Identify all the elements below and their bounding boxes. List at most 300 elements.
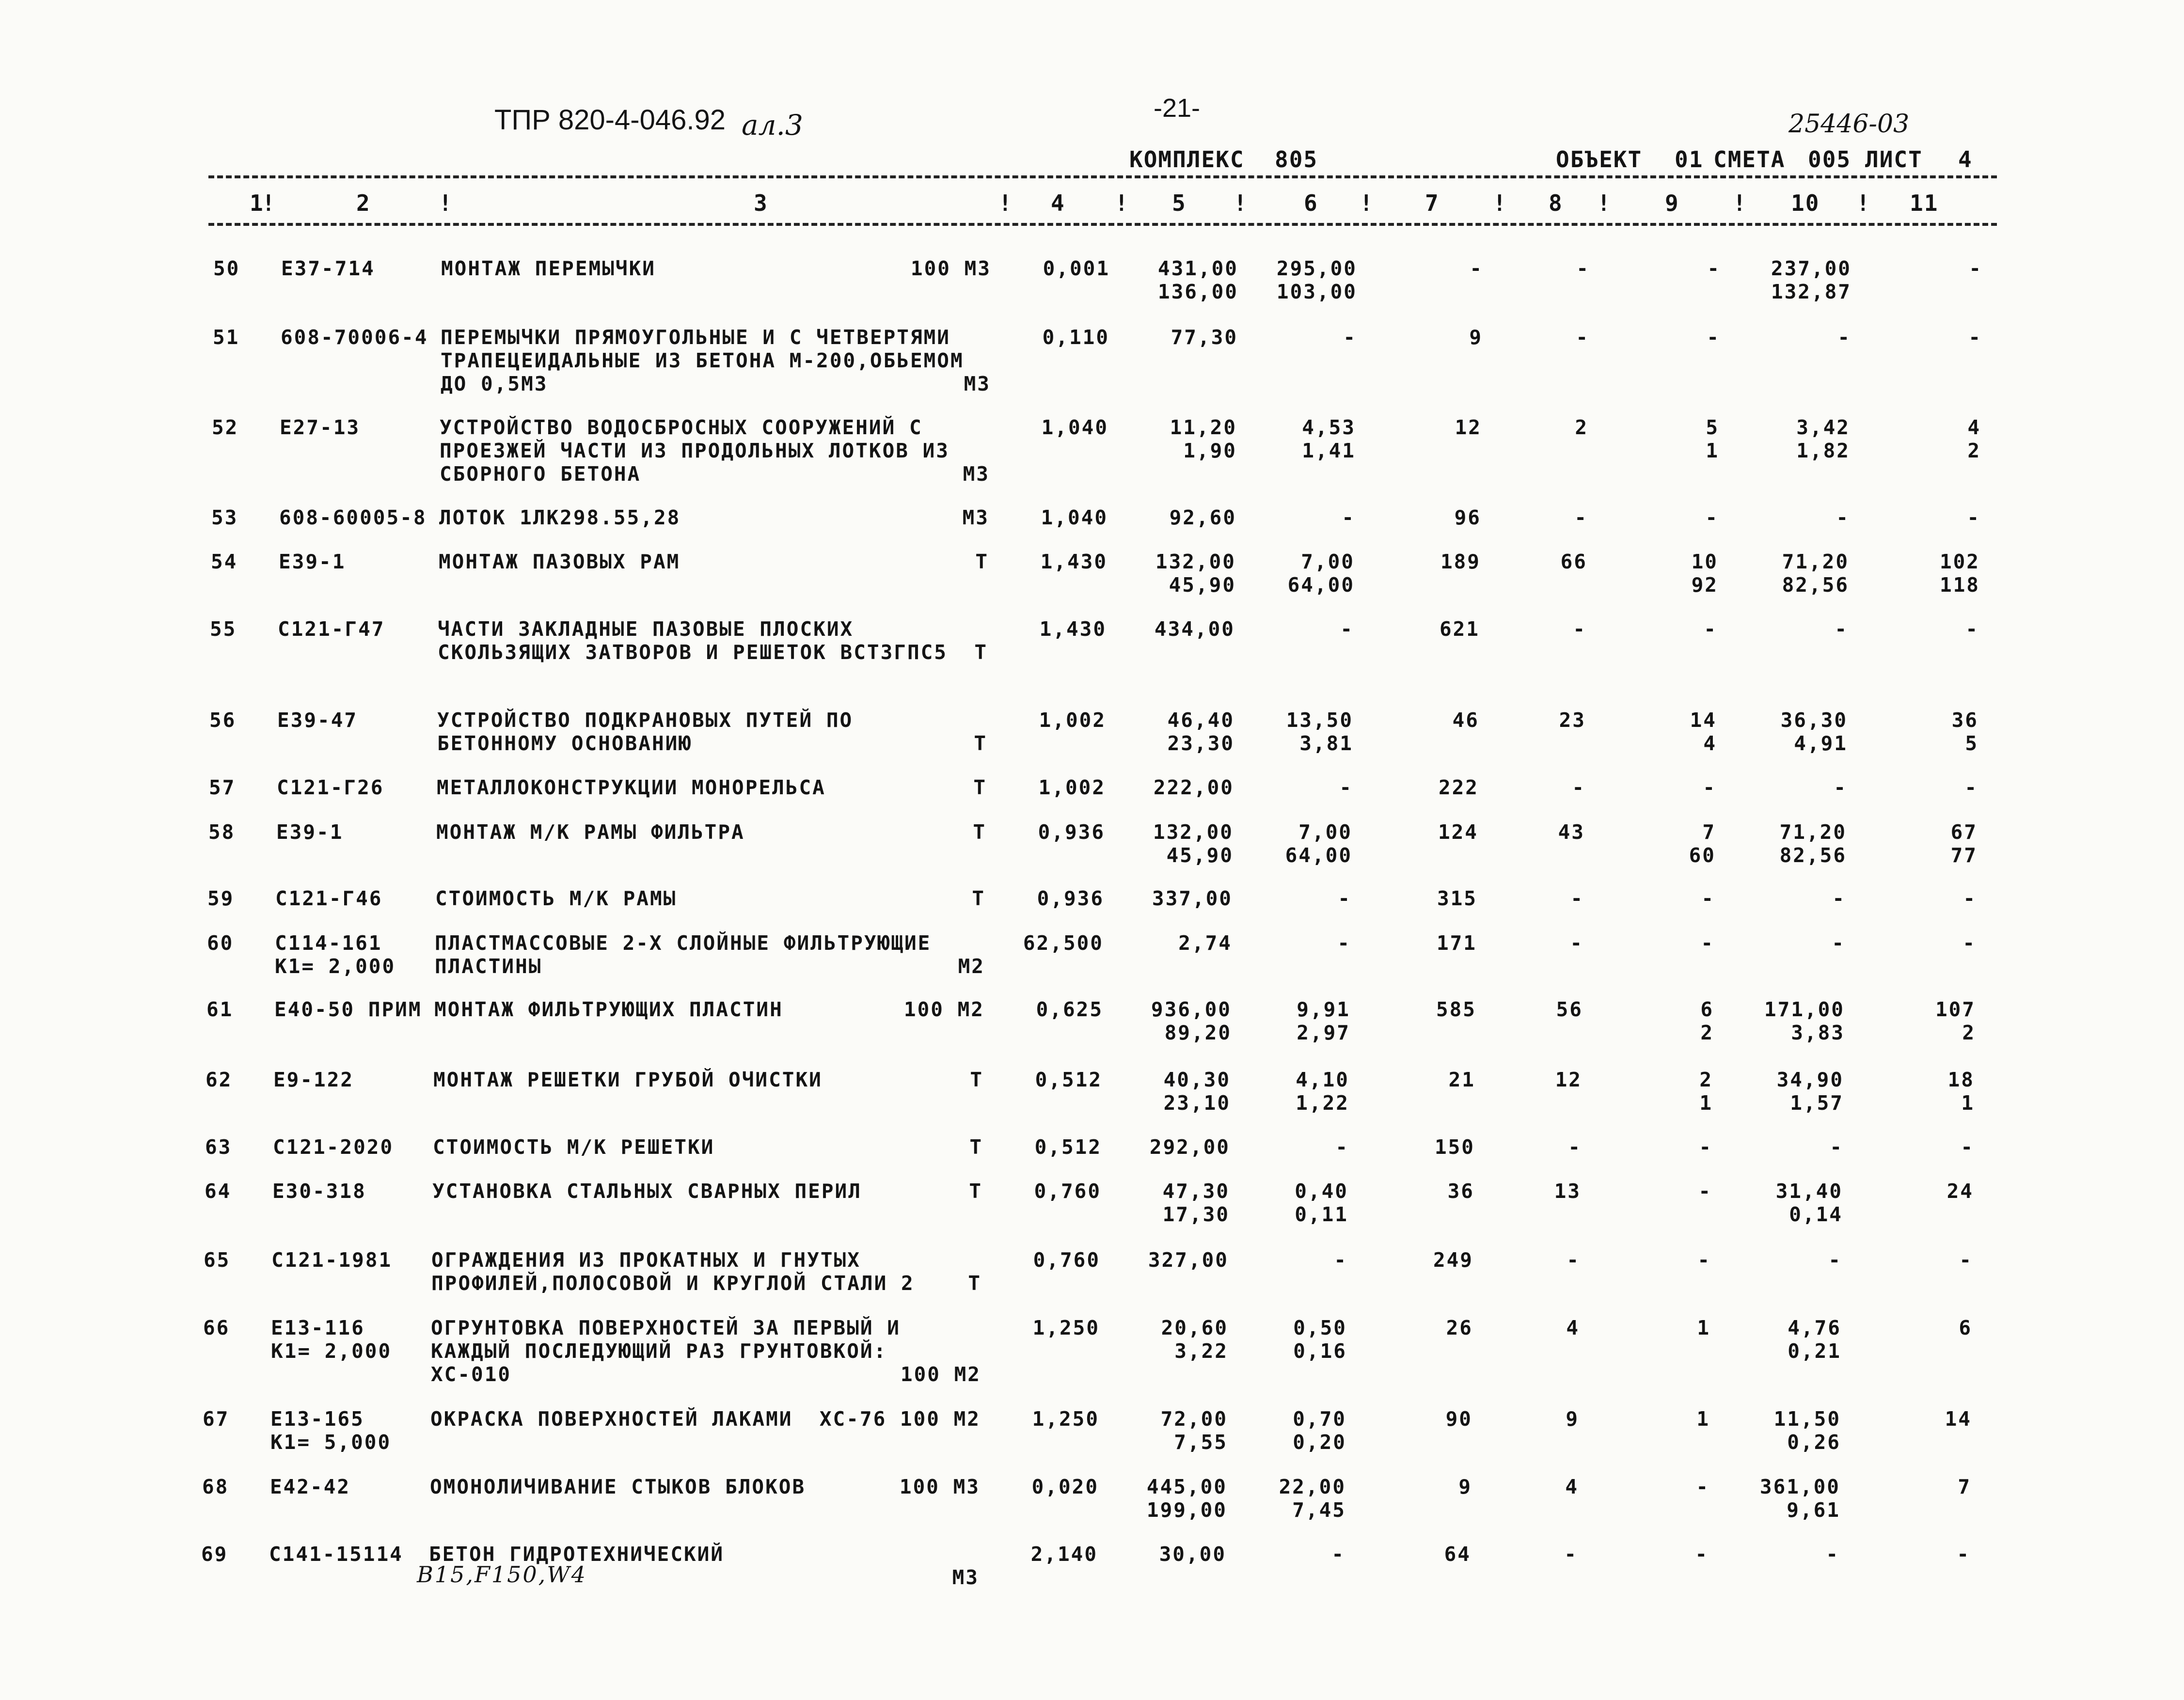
column-10-value: 36,30 <box>1780 708 1848 732</box>
total-cost-value: 90 <box>1445 1407 1472 1431</box>
column-9-value: 1 <box>1699 1091 1713 1115</box>
quantity-value: 2,140 <box>1030 1543 1098 1566</box>
row-number: 54 <box>211 550 238 573</box>
unit-cost-value: 431,00 <box>1157 257 1238 280</box>
column-9-value: - <box>1699 1135 1712 1159</box>
row-number: 64 <box>205 1180 232 1203</box>
work-description: ОКРАСКА ПОВЕРХНОСТЕЙ ЛАКАМИ ХС-76 <box>430 1407 887 1431</box>
column-9-value: 14 <box>1690 708 1717 732</box>
pricing-code: Е39-47 <box>277 708 358 732</box>
unit-cost-value: 45,90 <box>1169 573 1236 597</box>
operation-cost-value: 64,00 <box>1287 573 1355 597</box>
column-10-value: 1,82 <box>1796 439 1850 462</box>
column-11-value: - <box>1957 1543 1970 1566</box>
quantity-value: 0,760 <box>1034 1180 1101 1203</box>
column-11-value: - <box>1967 506 1980 529</box>
column-9-value: 1 <box>1706 439 1719 462</box>
column-9-value: 92 <box>1691 573 1718 597</box>
column-10-value: - <box>1835 617 1848 641</box>
quantity-value: 1,430 <box>1040 550 1108 573</box>
work-description: УСТАНОВКА СТАЛЬНЫХ СВАРНЫХ ПЕРИЛ <box>432 1180 862 1203</box>
column-9-value: 7 <box>1702 820 1716 844</box>
unit-of-measure: Т <box>974 732 987 755</box>
quantity-value: 0,001 <box>1043 257 1110 280</box>
unit-of-measure: Т <box>972 887 985 910</box>
top-rule <box>208 175 1997 178</box>
pricing-code: Е42-42 <box>270 1475 351 1498</box>
quantity-value: 0,512 <box>1035 1068 1102 1091</box>
column-8-value: - <box>1570 887 1584 910</box>
row-number: 51 <box>213 326 240 349</box>
total-cost-value: 96 <box>1454 506 1481 529</box>
column-10-value: 34,90 <box>1776 1068 1844 1091</box>
column-number-2: 2 <box>356 190 371 216</box>
row-number: 63 <box>205 1135 232 1159</box>
column-separator: ! <box>1493 190 1507 216</box>
unit-of-measure: М3 <box>952 1566 979 1589</box>
operation-cost-value: - <box>1334 1248 1347 1272</box>
unit-of-measure: Т <box>969 1180 982 1203</box>
unit-cost-value: 47,30 <box>1162 1180 1230 1203</box>
pricing-code: 608-70006-4 <box>281 326 428 349</box>
sheet-value: 4 <box>1958 146 1973 173</box>
unit-cost-value: 72,00 <box>1160 1407 1228 1431</box>
unit-of-measure: 100 М3 <box>899 1475 980 1498</box>
handwritten-concrete-grade: В15,F150,W4 <box>417 1561 587 1588</box>
operation-cost-value: 0,20 <box>1293 1431 1346 1454</box>
pricing-code: К1= 2,000 <box>271 1339 392 1363</box>
pricing-code: С114-161 <box>275 931 382 955</box>
column-number-1: 1 <box>250 190 264 216</box>
total-cost-value: 64 <box>1444 1543 1471 1566</box>
row-number: 52 <box>212 416 239 439</box>
pricing-code: Е13-116 <box>271 1316 365 1339</box>
unit-of-measure: 100 М2 <box>900 1363 981 1386</box>
operation-cost-value: 295,00 <box>1276 257 1357 280</box>
column-separator: ! <box>1234 190 1248 216</box>
column-10-value: 4,76 <box>1788 1316 1841 1339</box>
work-description: БЕТОННОМУ ОСНОВАНИЮ <box>437 732 692 755</box>
column-11-value: 67 <box>1950 820 1978 844</box>
column-8-value: 13 <box>1554 1180 1581 1203</box>
work-description: ПРОФИЛЕЙ,ПОЛОСОВОЙ И КРУГЛОЙ СТАЛИ 2 <box>431 1272 915 1295</box>
column-9-value: - <box>1707 257 1721 280</box>
column-10-value: 71,20 <box>1782 550 1849 573</box>
unit-cost-value: 1,90 <box>1183 439 1237 462</box>
header-bottom-rule <box>208 223 1997 226</box>
unit-cost-value: 434,00 <box>1154 617 1235 641</box>
column-9-value: 2 <box>1699 1068 1713 1091</box>
column-10-value: 82,56 <box>1782 573 1849 597</box>
quantity-value: 1,040 <box>1041 416 1108 439</box>
unit-of-measure: 100 М2 <box>900 1407 981 1431</box>
operation-cost-value: 0,16 <box>1293 1339 1347 1363</box>
work-description: ЧАСТИ ЗАКЛАДНЫЕ ПАЗОВЫЕ ПЛОСКИХ <box>438 617 854 641</box>
object-label: ОБЪЕКТ <box>1556 146 1643 173</box>
unit-cost-value: 132,00 <box>1155 550 1236 573</box>
column-8-value: 56 <box>1556 998 1583 1021</box>
column-8-value: 66 <box>1560 550 1587 573</box>
operation-cost-value: 7,00 <box>1298 820 1352 844</box>
column-10-value: 3,42 <box>1796 416 1850 439</box>
pricing-code: 608-60005-8 <box>279 506 427 529</box>
column-9-value: - <box>1701 887 1715 910</box>
operation-cost-value: 2,97 <box>1297 1021 1350 1044</box>
unit-cost-value: 17,30 <box>1162 1203 1230 1226</box>
quantity-value: 0,760 <box>1033 1248 1100 1272</box>
work-description: МОНТАЖ ФИЛЬТРУЮЩИХ ПЛАСТИН <box>434 998 783 1021</box>
column-11-value: - <box>1963 887 1977 910</box>
column-10-value: 1,57 <box>1790 1091 1844 1115</box>
row-number: 61 <box>206 998 234 1021</box>
total-cost-value: 249 <box>1433 1248 1473 1272</box>
column-11-value: 102 <box>1939 550 1980 573</box>
column-10-value: 31,40 <box>1775 1180 1843 1203</box>
column-10-value: 82,56 <box>1779 844 1847 867</box>
column-10-value: 9,61 <box>1787 1498 1840 1522</box>
object-value: 01 <box>1675 146 1704 173</box>
column-10-value: 11,50 <box>1773 1407 1841 1431</box>
row-number: 67 <box>203 1407 230 1431</box>
pricing-code: Е39-1 <box>279 550 346 573</box>
operation-cost-value: 1,22 <box>1296 1091 1349 1115</box>
work-description: УСТРОЙСТВО ПОДКРАНОВЫХ ПУТЕЙ ПО <box>437 708 854 732</box>
operation-cost-value: 7,45 <box>1292 1498 1346 1522</box>
quantity-value: 1,040 <box>1041 506 1108 529</box>
work-description: ХС-010 <box>431 1363 512 1386</box>
pricing-code: С121-2020 <box>273 1135 394 1159</box>
unit-cost-value: 445,00 <box>1146 1475 1227 1498</box>
pricing-code: Е39-1 <box>276 820 344 844</box>
total-cost-value: 222 <box>1438 776 1479 799</box>
unit-cost-value: 136,00 <box>1157 280 1238 303</box>
column-8-value: 4 <box>1565 1475 1579 1498</box>
work-description: ПЛАСТМАССОВЫЕ 2-Х СЛОЙНЫЕ ФИЛЬТРУЮЩИЕ <box>435 931 932 955</box>
unit-cost-value: 77,30 <box>1171 326 1238 349</box>
column-number-3: 3 <box>754 190 768 216</box>
column-11-value: - <box>1959 1248 1973 1272</box>
column-9-value: 4 <box>1703 732 1717 755</box>
unit-of-measure: М3 <box>962 506 989 529</box>
row-number: 68 <box>202 1475 229 1498</box>
total-cost-value: 150 <box>1434 1135 1475 1159</box>
quantity-value: 1,430 <box>1039 617 1107 641</box>
column-8-value: - <box>1576 257 1590 280</box>
quantity-value: 0,936 <box>1037 887 1104 910</box>
work-description: БЕТОН ГИДРОТЕХНИЧЕСКИЙ <box>429 1543 725 1566</box>
column-11-value: 7 <box>1958 1475 1971 1498</box>
unit-of-measure: Т <box>969 1135 983 1159</box>
column-8-value: - <box>1572 776 1585 799</box>
column-11-value: 5 <box>1965 732 1978 755</box>
operation-cost-value: - <box>1343 326 1357 349</box>
unit-cost-value: 222,00 <box>1153 776 1234 799</box>
unit-cost-value: 23,30 <box>1167 732 1234 755</box>
column-number-10: 10 <box>1791 190 1820 216</box>
column-10-value: - <box>1832 887 1846 910</box>
quantity-value: 0,512 <box>1034 1135 1102 1159</box>
column-10-value: - <box>1830 1135 1843 1159</box>
column-8-value: - <box>1573 617 1586 641</box>
unit-of-measure: Т <box>973 820 986 844</box>
unit-cost-value: 23,10 <box>1163 1091 1231 1115</box>
column-11-value: 118 <box>1939 573 1980 597</box>
operation-cost-value: 7,00 <box>1301 550 1355 573</box>
operation-cost-value: - <box>1339 776 1353 799</box>
unit-cost-value: 7,55 <box>1174 1431 1228 1454</box>
work-description: ПЛАСТИНЫ <box>435 955 542 978</box>
column-number-8: 8 <box>1549 190 1563 216</box>
row-number: 60 <box>207 931 234 955</box>
work-description: СБОРНОГО БЕТОНА <box>440 462 641 486</box>
work-description: ОГРАЖДЕНИЯ ИЗ ПРОКАТНЫХ И ГНУТЫХ <box>431 1248 861 1272</box>
operation-cost-value: 4,10 <box>1296 1068 1349 1091</box>
column-11-value: 2 <box>1962 1021 1976 1044</box>
row-number: 59 <box>207 887 235 910</box>
work-description: МОНТАЖ РЕШЕТКИ ГРУБОЙ ОЧИСТКИ <box>433 1068 823 1091</box>
column-11-value: 77 <box>1950 844 1978 867</box>
operation-cost-value: - <box>1340 617 1354 641</box>
operation-cost-value: 3,81 <box>1299 732 1353 755</box>
column-8-value: - <box>1567 1248 1580 1272</box>
operation-cost-value: 22,00 <box>1279 1475 1346 1498</box>
pricing-code: С121-Г46 <box>275 887 383 910</box>
column-9-value: 60 <box>1689 844 1716 867</box>
operation-cost-value: 0,11 <box>1295 1203 1348 1226</box>
row-number: 55 <box>210 617 237 641</box>
unit-of-measure: Т <box>973 776 987 799</box>
column-number-11: 11 <box>1910 190 1939 216</box>
column-10-value: 361,00 <box>1759 1475 1840 1498</box>
column-10-value: 171,00 <box>1764 998 1845 1021</box>
column-8-value: 23 <box>1559 708 1586 732</box>
unit-cost-value: 11,20 <box>1170 416 1237 439</box>
unit-of-measure: Т <box>968 1272 981 1295</box>
operation-cost-value: 0,70 <box>1293 1407 1346 1431</box>
album-note: ал.3 <box>742 109 803 142</box>
column-11-value: - <box>1964 776 1978 799</box>
estimate-value: 005 <box>1808 146 1852 173</box>
column-9-value: 1 <box>1696 1407 1710 1431</box>
column-11-value: 2 <box>1967 439 1981 462</box>
column-separator: ! <box>1597 190 1612 216</box>
column-11-value: - <box>1969 257 1982 280</box>
column-separator: ! <box>1856 190 1871 216</box>
operation-cost-value: 0,40 <box>1295 1180 1348 1203</box>
work-description: ПЕРЕМЫЧКИ ПРЯМОУГОЛЬНЫЕ И С ЧЕТВЕРТЯМИ <box>441 326 950 349</box>
operation-cost-value: 9,91 <box>1297 998 1350 1021</box>
operation-cost-value: - <box>1335 1135 1349 1159</box>
unit-cost-value: 337,00 <box>1152 887 1233 910</box>
column-number-4: 4 <box>1051 190 1065 216</box>
column-11-value: 107 <box>1935 998 1976 1021</box>
unit-cost-value: 2,74 <box>1178 931 1232 955</box>
pricing-code: С121-Г47 <box>278 617 385 641</box>
column-8-value: - <box>1564 1543 1578 1566</box>
total-cost-value: 171 <box>1436 931 1477 955</box>
column-10-value: 3,83 <box>1791 1021 1845 1044</box>
column-11-value: - <box>1965 617 1979 641</box>
sheet-label: ЛИСТ <box>1865 146 1923 173</box>
row-number: 56 <box>209 708 237 732</box>
column-10-value: - <box>1832 931 1845 955</box>
column-number-7: 7 <box>1425 190 1440 216</box>
operation-cost-value: - <box>1338 887 1351 910</box>
pricing-code: Е27-13 <box>280 416 361 439</box>
column-10-value: - <box>1826 1543 1839 1566</box>
estimate-label: СМЕТА <box>1713 146 1786 173</box>
unit-cost-value: 199,00 <box>1146 1498 1227 1522</box>
unit-cost-value: 292,00 <box>1149 1135 1230 1159</box>
unit-of-measure: 100 М3 <box>910 257 991 280</box>
operation-cost-value: 0,50 <box>1293 1316 1347 1339</box>
column-11-value: - <box>1961 1135 1974 1159</box>
column-separator: ! <box>262 190 276 216</box>
column-11-value: 4 <box>1967 416 1981 439</box>
row-number: 65 <box>204 1248 231 1272</box>
quantity-value: 0,110 <box>1042 326 1109 349</box>
column-8-value: - <box>1568 1135 1582 1159</box>
work-description: МОНТАЖ ПАЗОВЫХ РАМ <box>439 550 681 573</box>
row-number: 69 <box>201 1543 228 1566</box>
work-description: ОМОНОЛИЧИВАНИЕ СТЫКОВ БЛОКОВ <box>430 1475 806 1498</box>
column-11-value: 24 <box>1947 1180 1974 1203</box>
unit-of-measure: М2 <box>958 955 985 978</box>
column-9-value: 5 <box>1706 416 1719 439</box>
total-cost-value: 46 <box>1452 708 1479 732</box>
pricing-code: Е30-318 <box>272 1180 366 1203</box>
total-cost-value: 9 <box>1469 326 1483 349</box>
column-number-6: 6 <box>1304 190 1318 216</box>
unit-of-measure: М3 <box>963 462 990 486</box>
unit-cost-value: 92,60 <box>1169 506 1236 529</box>
work-description: МОНТАЖ ПЕРЕМЫЧКИ <box>441 257 656 280</box>
row-number: 50 <box>213 257 240 280</box>
page-number: -21- <box>1154 94 1201 123</box>
column-8-value: 2 <box>1575 416 1588 439</box>
column-9-value: - <box>1697 1248 1711 1272</box>
unit-of-measure: Т <box>974 641 988 664</box>
column-10-value: 0,21 <box>1788 1339 1841 1363</box>
work-description: СТОИМОСТЬ М/К РАМЫ <box>435 887 677 910</box>
pricing-code: Е40-50 ПРИМ <box>274 998 422 1021</box>
column-11-value: 1 <box>1961 1091 1975 1115</box>
column-separator: ! <box>1115 190 1129 216</box>
column-10-value: 0,26 <box>1787 1431 1841 1454</box>
total-cost-value: 21 <box>1448 1068 1475 1091</box>
unit-cost-value: 936,00 <box>1151 998 1232 1021</box>
unit-cost-value: 327,00 <box>1148 1248 1229 1272</box>
total-cost-value: 124 <box>1438 820 1478 844</box>
operation-cost-value: 64,00 <box>1285 844 1352 867</box>
pricing-code: К1= 2,000 <box>275 955 396 978</box>
quantity-value: 1,002 <box>1039 708 1106 732</box>
work-description: СКОЛЬЗЯЩИХ ЗАТВОРОВ И РЕШЕТОК ВСТ3ГПС5 <box>438 641 948 664</box>
unit-of-measure: М3 <box>964 372 991 395</box>
pricing-code: Е13-165 <box>270 1407 364 1431</box>
unit-cost-value: 89,20 <box>1164 1021 1232 1044</box>
column-10-value: - <box>1836 506 1850 529</box>
doc-code: ТПР 820-4-046.92 <box>494 104 726 136</box>
operation-cost-value: - <box>1331 1543 1345 1566</box>
work-description: МЕТАЛЛОКОНСТРУКЦИИ МОНОРЕЛЬСА <box>437 776 826 799</box>
total-cost-value: 621 <box>1439 617 1480 641</box>
column-11-value: - <box>1968 326 1982 349</box>
pricing-code: К1= 5,000 <box>270 1431 392 1454</box>
column-number-5: 5 <box>1172 190 1187 216</box>
work-description: УСТРОЙСТВО ВОДОСБРОСНЫХ СООРУЖЕНИЙ С <box>440 416 923 439</box>
unit-cost-value: 40,30 <box>1163 1068 1231 1091</box>
column-number-9: 9 <box>1665 190 1679 216</box>
work-description: ТРАПЕЦЕИДАЛЬНЫЕ ИЗ БЕТОНА М-200,ОБЬЕМОМ <box>441 349 964 372</box>
column-10-value: - <box>1834 776 1847 799</box>
operation-cost-value: 103,00 <box>1276 280 1357 303</box>
column-10-value: - <box>1837 326 1851 349</box>
column-separator: ! <box>1360 190 1374 216</box>
column-8-value: 43 <box>1558 820 1585 844</box>
pricing-code: Е9-122 <box>273 1068 354 1091</box>
column-9-value: 2 <box>1700 1021 1714 1044</box>
quantity-value: 0,625 <box>1036 998 1103 1021</box>
total-cost-value: 9 <box>1458 1475 1472 1498</box>
total-cost-value: 315 <box>1437 887 1477 910</box>
row-number: 62 <box>206 1068 233 1091</box>
column-separator: ! <box>998 190 1013 216</box>
unit-cost-value: 45,90 <box>1166 844 1234 867</box>
column-8-value: - <box>1574 506 1588 529</box>
unit-of-measure: 100 М2 <box>903 998 984 1021</box>
column-10-value: - <box>1828 1248 1842 1272</box>
column-9-value: - <box>1698 1180 1712 1203</box>
column-separator: ! <box>1733 190 1747 216</box>
pricing-code: С121-Г26 <box>277 776 384 799</box>
work-description: КАЖДЫЙ ПОСЛЕДУЮЩИЙ РАЗ ГРУНТОВКОЙ: <box>431 1339 887 1363</box>
document-number: 25446-03 <box>1788 110 1910 139</box>
column-11-value: 6 <box>1959 1316 1972 1339</box>
unit-cost-value: 3,22 <box>1174 1339 1228 1363</box>
total-cost-value: 12 <box>1455 416 1482 439</box>
column-9-value: - <box>1707 326 1720 349</box>
column-separator: ! <box>439 190 453 216</box>
unit-cost-value: 20,60 <box>1161 1316 1228 1339</box>
column-8-value: 9 <box>1566 1407 1579 1431</box>
work-description: СТОИМОСТЬ М/К РЕШЕТКИ <box>433 1135 715 1159</box>
quantity-value: 1,002 <box>1038 776 1106 799</box>
work-description: ЛОТОК 1ЛК298.55,28 <box>439 506 681 529</box>
column-8-value: 4 <box>1566 1316 1580 1339</box>
column-9-value: - <box>1705 506 1719 529</box>
total-cost-value: 585 <box>1436 998 1476 1021</box>
operation-cost-value: 13,50 <box>1286 708 1353 732</box>
total-cost-value: 189 <box>1440 550 1481 573</box>
operation-cost-value: 1,41 <box>1302 439 1356 462</box>
operation-cost-value: - <box>1337 931 1351 955</box>
total-cost-value: 36 <box>1447 1180 1474 1203</box>
row-number: 57 <box>209 776 236 799</box>
pricing-code: С141-15114 <box>269 1543 403 1566</box>
column-8-value: - <box>1570 931 1583 955</box>
quantity-value: 1,250 <box>1032 1316 1100 1339</box>
complex-label: КОМПЛЕКС <box>1129 146 1245 173</box>
column-10-value: 71,20 <box>1779 820 1847 844</box>
column-11-value: 36 <box>1951 708 1978 732</box>
unit-cost-value: 30,00 <box>1159 1543 1226 1566</box>
unit-of-measure: Т <box>975 550 989 573</box>
column-9-value: - <box>1696 1475 1709 1498</box>
column-11-value: 14 <box>1945 1407 1972 1431</box>
pricing-code: С121-1981 <box>271 1248 393 1272</box>
quantity-value: 0,020 <box>1031 1475 1099 1498</box>
